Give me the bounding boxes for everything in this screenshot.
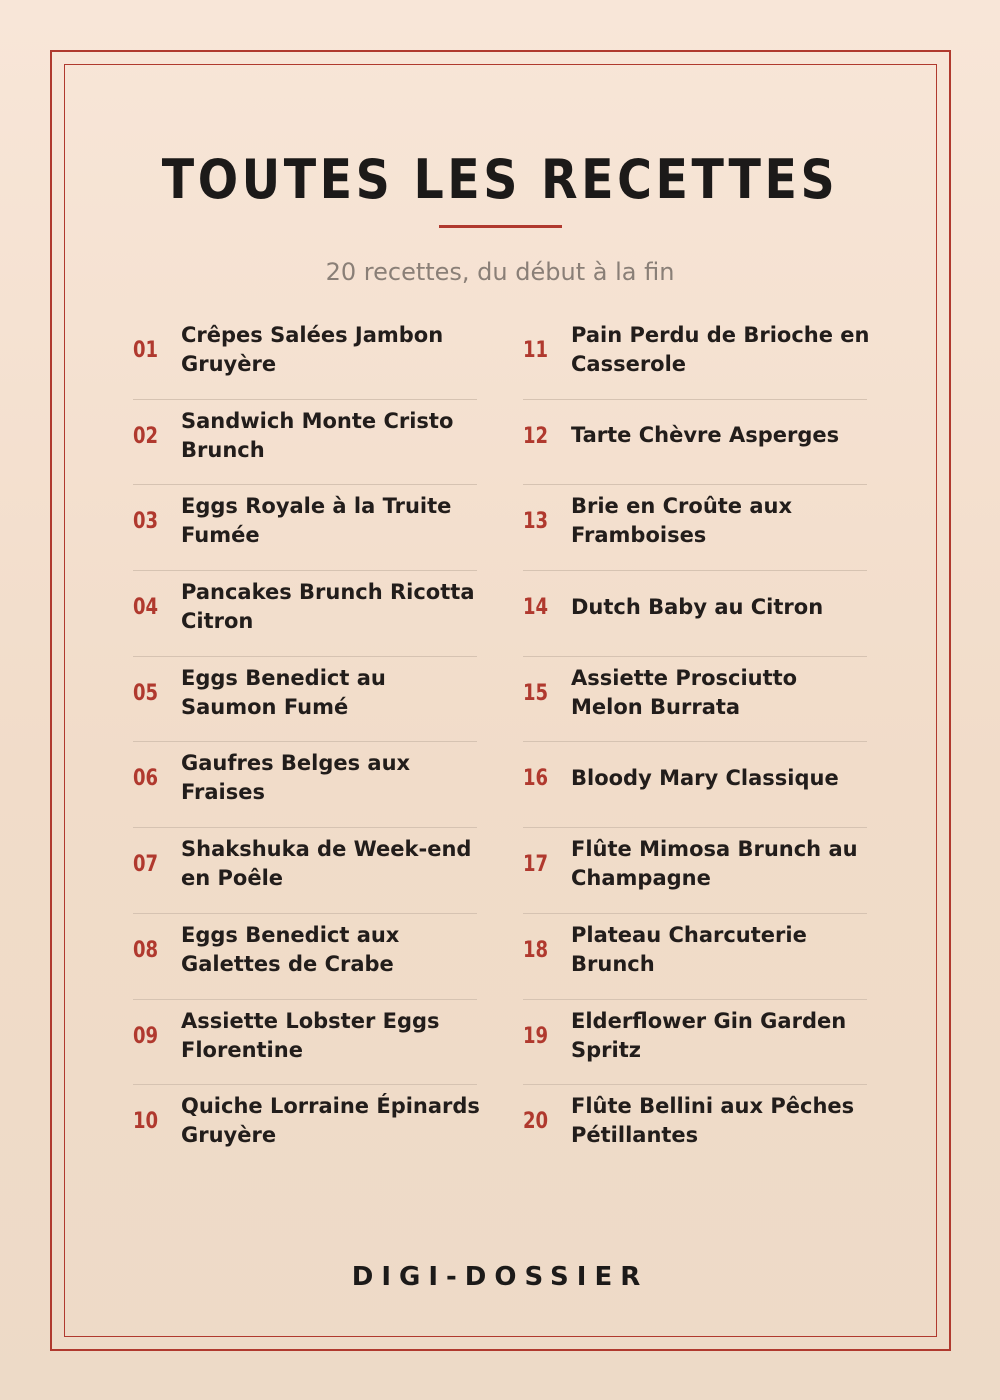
recipe-name: Pain Perdu de Brioche en Casserole bbox=[571, 323, 870, 376]
recipe-number: 05 bbox=[133, 680, 159, 706]
recipe-item bbox=[133, 314, 477, 400]
recipe-item bbox=[133, 742, 477, 828]
recipe-item bbox=[133, 657, 477, 743]
recipe-list-left bbox=[133, 314, 480, 1171]
recipe-number: 16 bbox=[523, 766, 549, 792]
recipe-item bbox=[133, 1000, 477, 1086]
recipe-item bbox=[133, 485, 477, 571]
recipe-item bbox=[523, 485, 867, 571]
recipe-name: Eggs Benedict au Saumon Fumé bbox=[181, 665, 386, 719]
recipe-number: 14 bbox=[523, 595, 549, 621]
recipe-number: 06 bbox=[133, 766, 159, 792]
recipe-name: Flûte Mimosa Brunch au Champagne bbox=[571, 837, 858, 891]
recipe-item bbox=[523, 400, 867, 486]
recipe-name: Brie en Croûte aux Framboises bbox=[571, 494, 793, 548]
recipe-item bbox=[523, 742, 867, 828]
recipe-item bbox=[523, 571, 867, 657]
recipe-number: 03 bbox=[133, 509, 159, 535]
footer-brand: DIGI-DOSSIER bbox=[351, 1262, 649, 1292]
recipe-item bbox=[523, 1085, 867, 1171]
recipe-name: Crêpes Salées Jambon Gruyère bbox=[181, 323, 444, 376]
recipe-number: 12 bbox=[523, 423, 549, 449]
recipe-name: Assiette Prosciutto Melon Burrata bbox=[571, 665, 798, 719]
recipe-name: Shakshuka de Week-end en Poêle bbox=[181, 837, 472, 891]
recipe-number: 09 bbox=[133, 1023, 159, 1049]
recipe-item bbox=[523, 314, 870, 400]
recipe-number: 20 bbox=[523, 1109, 549, 1135]
recipe-name: Quiche Lorraine Épinards Gruyère bbox=[181, 1094, 480, 1148]
recipe-item bbox=[133, 400, 477, 486]
recipe-item bbox=[133, 828, 477, 914]
recipe-number: 11 bbox=[523, 338, 549, 363]
recipe-name: Gaufres Belges aux Fraises bbox=[181, 751, 411, 805]
recipe-name: Pancakes Brunch Ricotta Citron bbox=[181, 580, 475, 634]
recipe-name: Elderflower Gin Garden Spritz bbox=[571, 1008, 847, 1062]
recipe-name: Assiette Lobster Eggs Florentine bbox=[181, 1008, 440, 1062]
recipe-name: Bloody Mary Classique bbox=[571, 765, 839, 790]
recipe-item bbox=[523, 828, 867, 914]
recipe-name: Eggs Benedict aux Galettes de Crabe bbox=[181, 922, 400, 976]
recipe-name: Sandwich Monte Cristo Brunch bbox=[181, 408, 454, 462]
recipe-number: 13 bbox=[523, 509, 549, 535]
title-underline bbox=[439, 225, 562, 228]
recipe-item bbox=[523, 914, 867, 1000]
recipe-item bbox=[133, 914, 477, 1000]
recipe-number: 18 bbox=[523, 937, 549, 963]
recipe-item bbox=[133, 571, 477, 657]
recipe-name: Flûte Bellini aux Pêches Pétillantes bbox=[571, 1094, 855, 1148]
recipe-item bbox=[523, 1000, 867, 1086]
page-title: TOUTES LES RECETTES bbox=[161, 148, 839, 211]
recipe-name: Tarte Chèvre Asperges bbox=[571, 423, 840, 448]
recipe-name: Dutch Baby au Citron bbox=[571, 594, 824, 619]
recipe-number: 08 bbox=[133, 937, 159, 963]
recipe-item bbox=[133, 1085, 480, 1171]
recipe-list-right bbox=[523, 314, 870, 1171]
recipe-item bbox=[523, 657, 867, 743]
recipe-number: 17 bbox=[523, 852, 549, 878]
recipe-number: 10 bbox=[133, 1109, 159, 1135]
recipe-number: 04 bbox=[133, 595, 159, 621]
recipe-name: Plateau Charcuterie Brunch bbox=[571, 922, 807, 976]
recipe-number: 07 bbox=[133, 852, 159, 878]
recipe-number: 01 bbox=[133, 338, 159, 363]
page-subtitle: 20 recettes, du début à la fin bbox=[325, 258, 675, 286]
recipe-name: Eggs Royale à la Truite Fumée bbox=[181, 494, 452, 548]
recipe-number: 02 bbox=[133, 423, 159, 449]
recipe-number: 19 bbox=[523, 1023, 549, 1049]
recipe-number: 15 bbox=[523, 680, 549, 706]
